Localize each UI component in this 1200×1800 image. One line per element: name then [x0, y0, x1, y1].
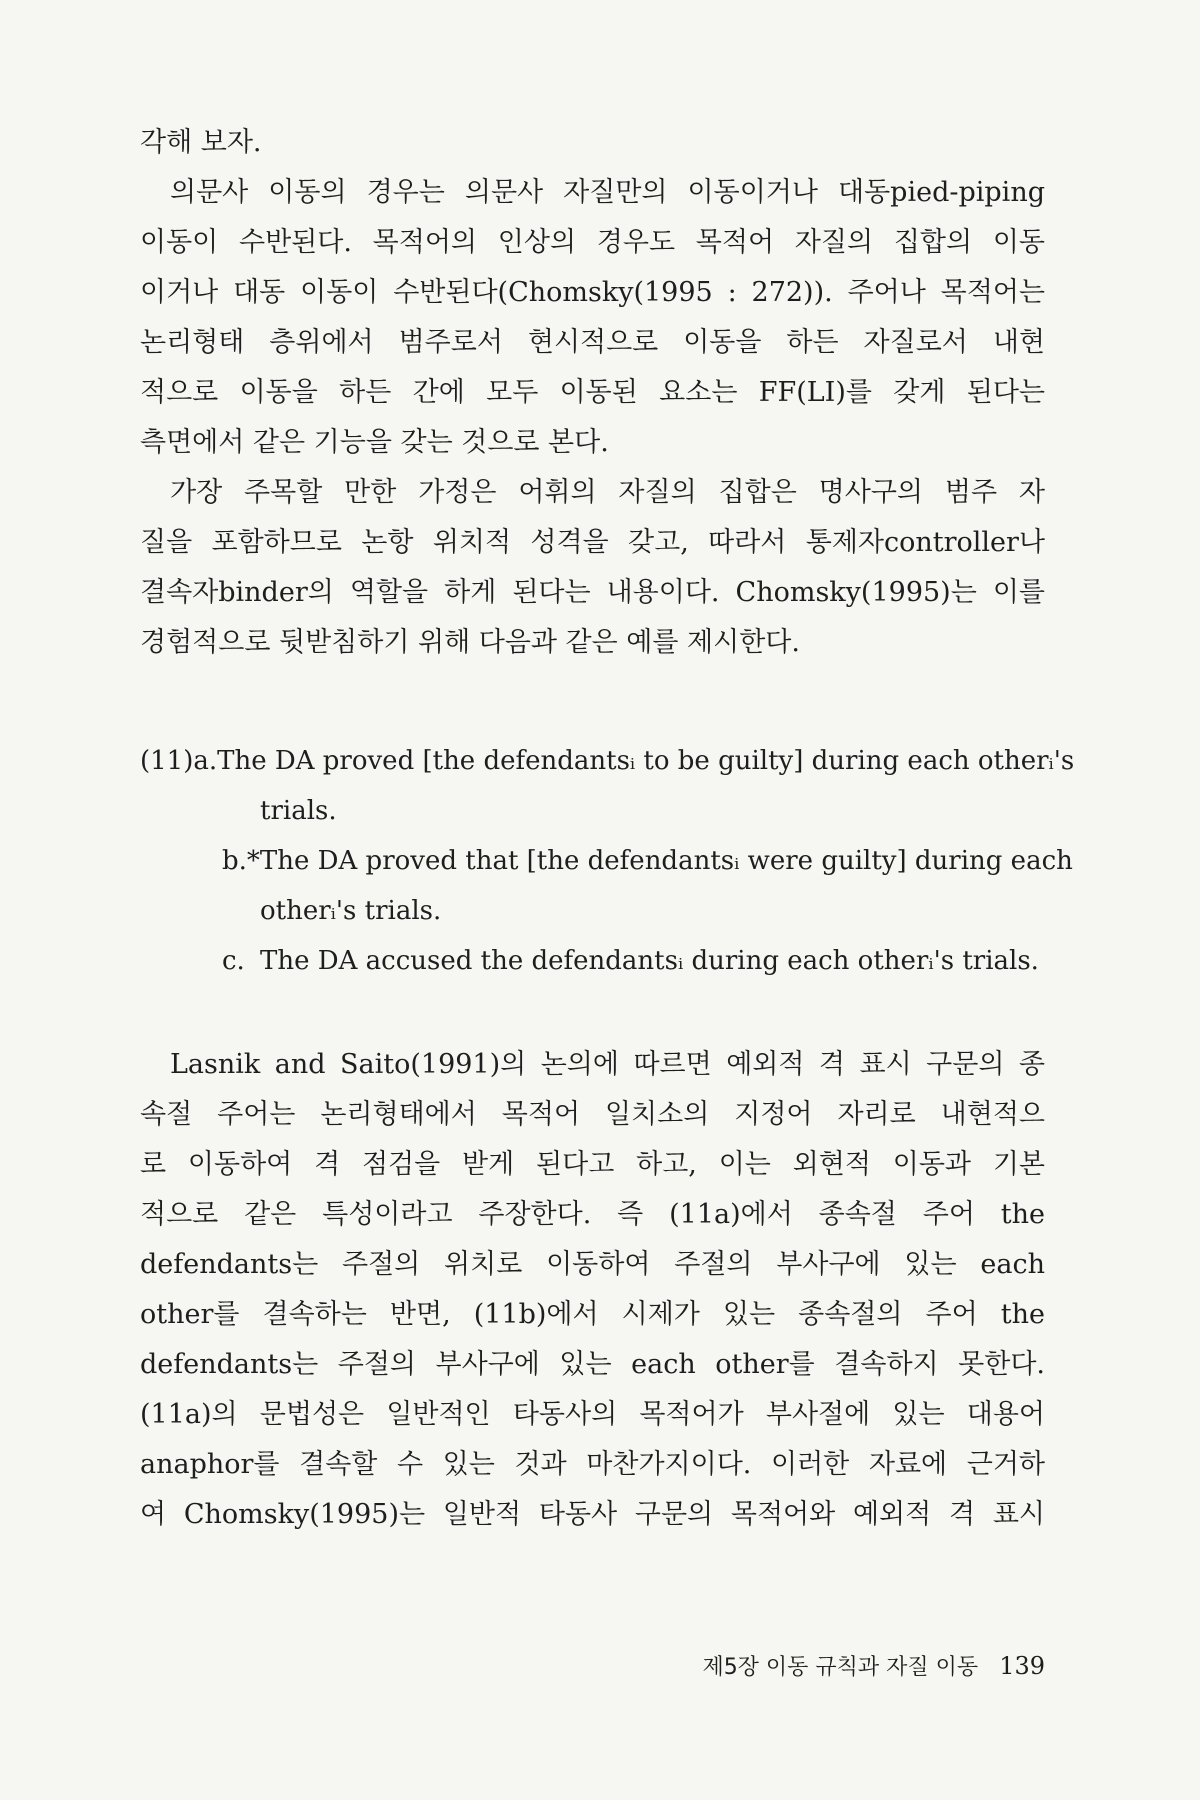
- paragraph-line: 질을 포함하므로 논항 위치적 성격을 갖고, 따라서 통제자controller나: [140, 527, 1045, 558]
- paragraph-line: 논리형태 층위에서 범주로서 현시적으로 이동을 하든 자질로서 내현: [140, 327, 1045, 358]
- example-11: [140, 736, 1075, 986]
- chapter-title: 제5장 이동 규칙과 자질 이동: [702, 1655, 979, 1680]
- paragraph-line: 의문사 이동의 경우는 의문사 자질만의 이동이거나 대동pied-piping: [170, 177, 1045, 208]
- example-line-c1: [140, 936, 1045, 986]
- paragraph-line: (11a)의 문법성은 일반적인 타동사의 목적어가 부사절에 있는 대용어: [140, 1399, 1045, 1430]
- example-text: *The DA proved that [the defendantsᵢ were guilty] during each: [246, 846, 1073, 876]
- paragraph-line: other를 결속하는 반면, (11b)에서 시제가 있는 종속절의 주어 the: [140, 1299, 1045, 1330]
- bottom-text-block: [140, 1040, 1045, 1540]
- example-text: The DA accused the defendantsᵢ during each otherᵢ's trials.: [260, 946, 1039, 976]
- example-text: The DA proved [the defendantsᵢ to be guilty] during each otherᵢ's: [217, 746, 1075, 776]
- example-text: otherᵢ's trials.: [260, 896, 442, 926]
- paragraph-line: 여 Chomsky(1995)는 일반적 타동사 구문의 목적어와 예외적 격 표시: [140, 1499, 1045, 1530]
- paragraph-line: defendants는 주절의 부사구에 있는 each other를 결속하지 못한다.: [140, 1349, 1045, 1380]
- paragraph-line: 이거나 대동 이동이 수반된다(Chomsky(1995 : 272)). 주어나 목적어는: [140, 277, 1045, 308]
- paragraph-line: anaphor를 결속할 수 있는 것과 마찬가지이다. 이러한 자료에 근거하: [140, 1449, 1045, 1480]
- example-line-a1: [140, 736, 1075, 786]
- example-letter-b: b.: [222, 846, 247, 876]
- paragraph-line: 적으로 같은 특성이라고 주장한다. 즉 (11a)에서 종속절 주어 the: [140, 1199, 1045, 1230]
- page-number: 139: [999, 1652, 1045, 1680]
- top-text-block: [140, 118, 1045, 668]
- example-number: (11): [140, 746, 194, 776]
- paragraph-line: 경험적으로 뒷받침하기 위해 다음과 같은 예를 제시한다.: [140, 627, 800, 658]
- paragraph-line: Lasnik and Saito(1991)의 논의에 따르면 예외적 격 표시 구문의 종: [170, 1049, 1045, 1080]
- paragraph-line: 속절 주어는 논리형태에서 목적어 일치소의 지정어 자리로 내현적으: [140, 1099, 1045, 1130]
- paragraph-line: 결속자binder의 역할을 하게 된다는 내용이다. Chomsky(1995)는 이를: [140, 577, 1045, 608]
- example-line-b1: [140, 836, 1073, 886]
- example-line-b2: [140, 886, 1045, 936]
- paragraph-line: defendants는 주절의 위치로 이동하여 주절의 부사구에 있는 each: [140, 1249, 1045, 1280]
- example-letter-a: a.: [193, 746, 218, 776]
- paragraph-line: 로 이동하여 격 점검을 받게 된다고 하고, 이는 외현적 이동과 기본: [140, 1149, 1045, 1180]
- paragraph-line: 각해 보자.: [140, 127, 262, 158]
- example-line-a2: [140, 786, 1045, 836]
- page-footer: [702, 1646, 1045, 1688]
- paragraph-line: 이동이 수반된다. 목적어의 인상의 경우도 목적어 자질의 집합의 이동: [140, 227, 1045, 258]
- example-letter-c: c.: [222, 946, 245, 976]
- paragraph-line: 적으로 이동을 하든 간에 모두 이동된 요소는 FF(LI)를 갖게 된다는: [140, 377, 1045, 408]
- example-text: trials.: [260, 796, 337, 826]
- paragraph-line: 측면에서 같은 기능을 갖는 것으로 본다.: [140, 427, 609, 458]
- paragraph-line: 가장 주목할 만한 가정은 어휘의 자질의 집합은 명사구의 범주 자: [170, 477, 1045, 508]
